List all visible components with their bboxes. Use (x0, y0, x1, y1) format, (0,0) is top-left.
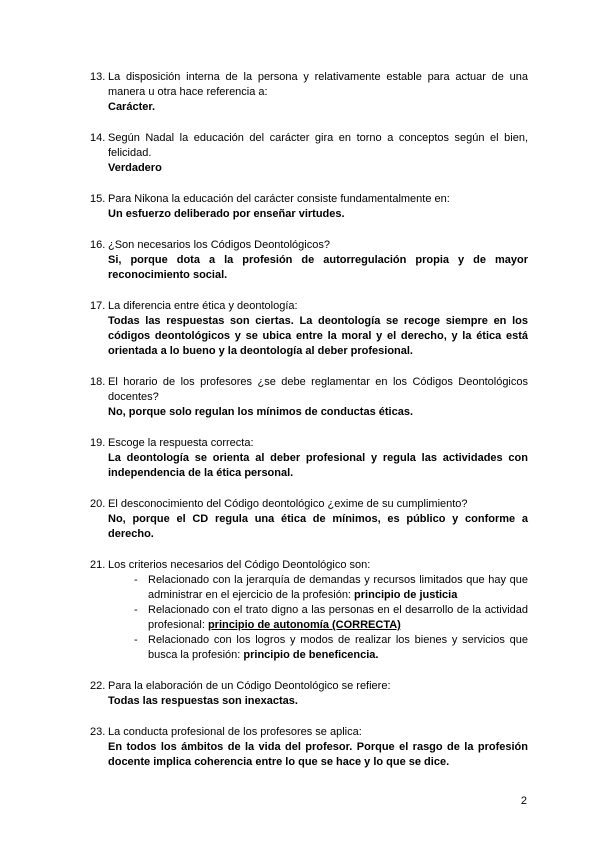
question-text: ¿Son necesarios los Códigos Deontológicos? (108, 239, 330, 251)
question-text: Escoge la respuesta correcta: (108, 437, 254, 449)
answer-text: No, porque solo regulan los mínimos de conductas éticas. (108, 406, 414, 418)
question-text: Para Nikona la educación del carácter consiste fundamentalmente en: (108, 193, 450, 205)
criteria-list (108, 573, 528, 663)
list-item (134, 633, 528, 663)
question-number: 19. (90, 437, 106, 449)
answer-text: La deontología se orienta al deber profesional y regula las actividades con independencia de la ética personal. (108, 452, 528, 479)
question-number: 18. (90, 376, 106, 388)
question-text: Para la elaboración de un Código Deontológico se refiere: (108, 680, 391, 692)
criterion-text: Relacionado con los logros y modos de realizar los bienes y servicios que busca la profesión: (148, 634, 528, 661)
question-21 (90, 558, 528, 663)
question-text: Los criterios necesarios del Código Deontológico son: (108, 559, 371, 571)
answer-text: Todas las respuestas son inexactas. (108, 695, 298, 707)
question-17 (90, 299, 528, 359)
question-15 (90, 192, 528, 222)
question-number: 17. (90, 300, 106, 312)
question-number: 14. (90, 132, 106, 144)
question-text: La disposición interna de la persona y relativamente estable para actuar de una manera u otra hace referencia a: (108, 71, 528, 98)
answer-text: Verdadero (108, 162, 162, 174)
question-14 (90, 131, 528, 176)
answer-text: Si, porque dota a la profesión de autorregulación propia y de mayor reconocimiento social. (108, 254, 528, 281)
question-number: 15. (90, 193, 106, 205)
answer-text: En todos los ámbitos de la vida del profesor. Porque el rasgo de la profesión docente implica coherencia entre lo que se hace y lo que se dice. (108, 741, 528, 768)
question-number: 21. (90, 559, 106, 571)
question-16 (90, 238, 528, 283)
question-list (90, 70, 528, 786)
criterion-text: Relacionado con el trato digno a las personas en el desarrollo de la actividad profesional: (148, 604, 528, 631)
list-dash: - (134, 574, 138, 586)
answer-text: Un esfuerzo deliberado por enseñar virtudes. (108, 208, 345, 220)
question-text: El horario de los profesores ¿se debe reglamentar en los Códigos Deontológicos docentes? (108, 376, 528, 403)
question-19 (90, 436, 528, 481)
question-number: 22. (90, 680, 106, 692)
list-item (134, 573, 528, 603)
question-number: 20. (90, 498, 106, 510)
question-number: 23. (90, 726, 106, 738)
question-text: La conducta profesional de los profesores se aplica: (108, 726, 362, 738)
page-number: 2 (520, 795, 527, 807)
answer-text: No, porque el CD regula una ética de mínimos, es público y conforme a derecho. (108, 513, 528, 540)
criterion-principle-correct: principio de autonomía (CORRECTA) (207, 619, 401, 631)
criterion-principle: principio de beneficencia. (243, 649, 379, 661)
question-22 (90, 679, 528, 709)
question-18 (90, 375, 528, 420)
question-number: 13. (90, 71, 106, 83)
list-dash: - (134, 634, 138, 646)
question-13 (90, 70, 528, 115)
question-text: El desconocimiento del Código deontológico ¿exime de su cumplimiento? (108, 498, 468, 510)
list-item (134, 603, 528, 633)
question-text: La diferencia entre ética y deontología: (108, 300, 298, 312)
question-23 (90, 725, 528, 770)
list-dash: - (134, 604, 138, 616)
criterion-text: Relacionado con la jerarquía de demandas y recursos limitados que hay que administrar en el ejercicio de la profesión: (148, 574, 528, 601)
question-number: 16. (90, 239, 106, 251)
question-text: Según Nadal la educación del carácter gira en torno a conceptos según el bien, felicidad. (108, 132, 528, 159)
answer-text: Todas las respuestas son ciertas. La deontología se recoge siempre en los códigos deontológicos y se ubica entre la moral y el derecho, y la ética está orientada a lo bueno y la deontología al deber profesional. (108, 315, 528, 357)
criterion-principle: principio de justicia (354, 589, 458, 601)
question-20 (90, 497, 528, 542)
answer-text: Carácter. (108, 101, 156, 113)
